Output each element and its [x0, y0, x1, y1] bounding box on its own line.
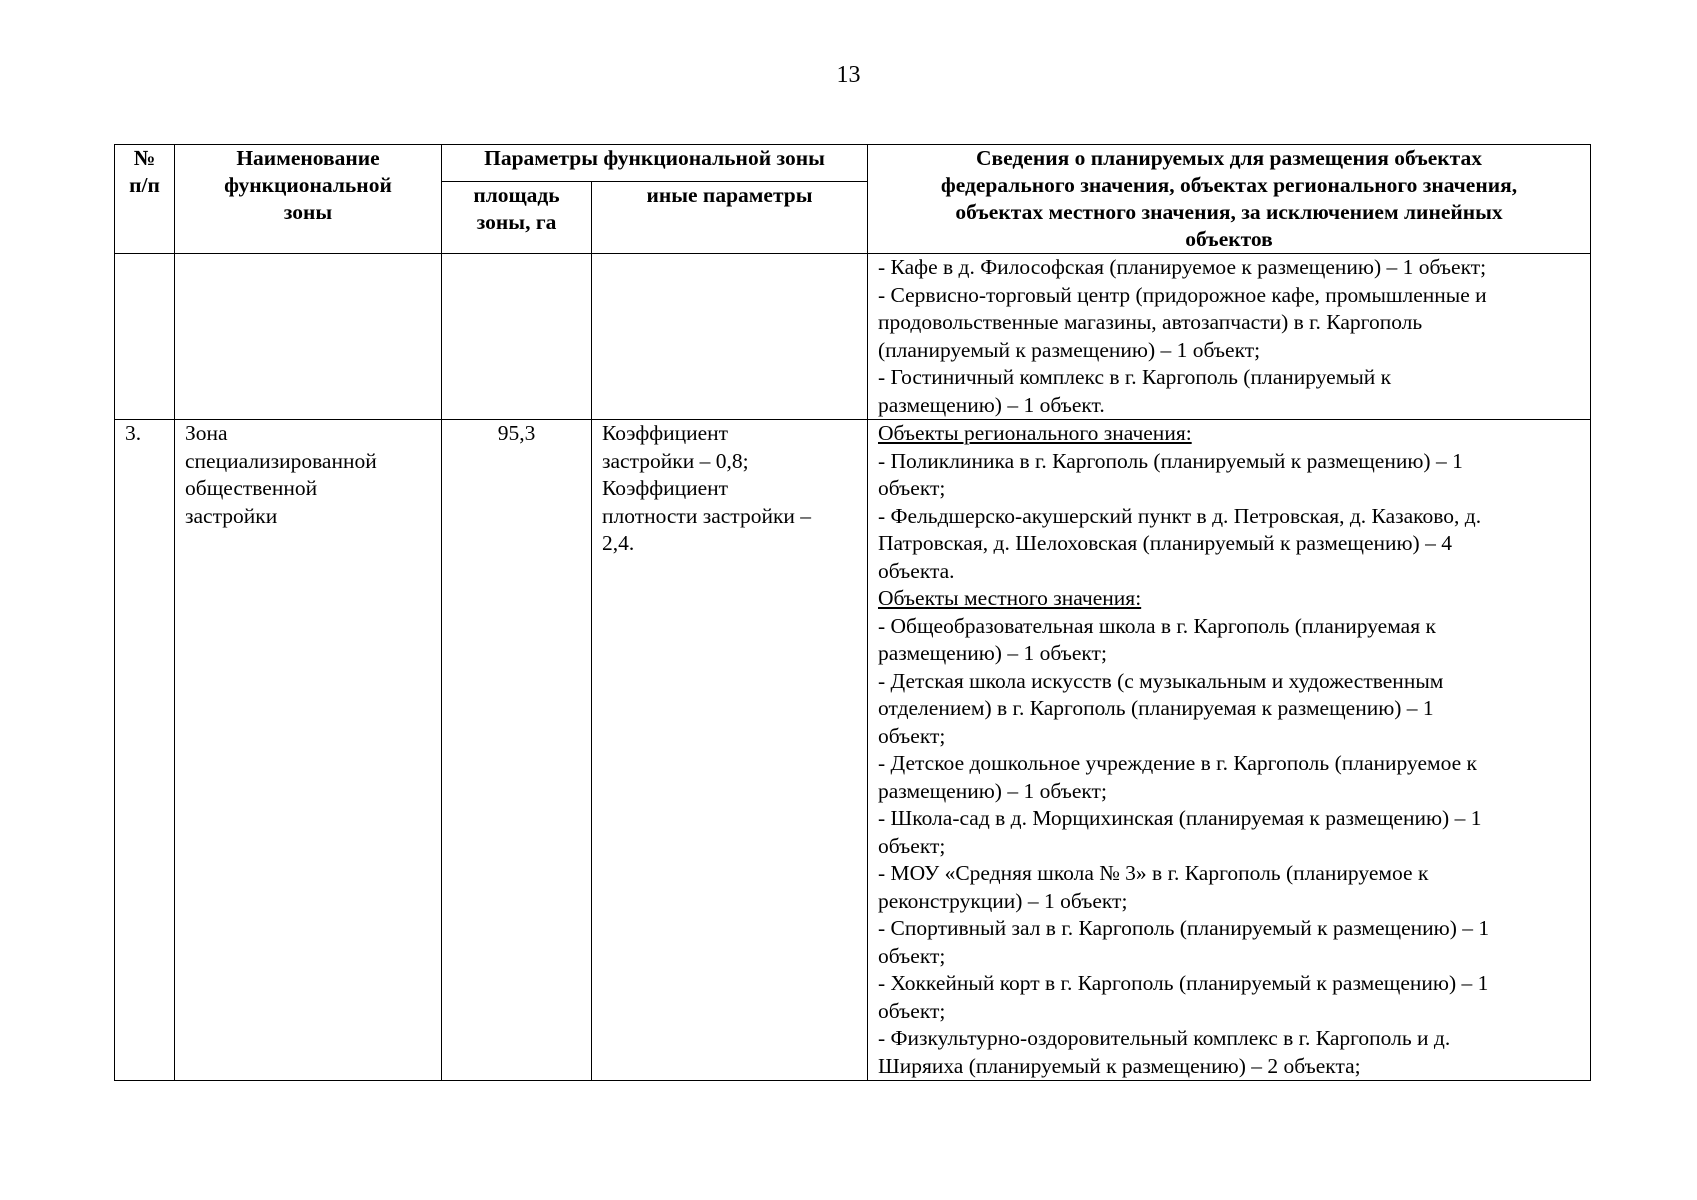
list-item: размещению) – 1 объект; — [878, 778, 1107, 803]
header-other-params: иные параметры — [592, 181, 868, 253]
list-item: объект; — [878, 476, 946, 500]
list-item: - Детское дошкольное учреждение в г. Каргополь (планируемое к — [878, 751, 1477, 775]
list-item: отделением) в г. Каргополь (планируемая к размещению) – 1 — [878, 696, 1434, 720]
page-number: 13 — [836, 62, 861, 88]
list-item: объект; — [878, 998, 946, 1023]
list-item: - Физкультурно-оздоровительный комплекс в г. Каргополь и д. — [878, 1026, 1451, 1050]
cell-other-empty — [592, 254, 868, 420]
header-area: площадь зоны, га — [442, 181, 592, 253]
list-item: объект; — [878, 833, 946, 858]
list-item: реконструкции) – 1 объект; — [878, 888, 1128, 913]
list-item: - Кафе в д. Философская (планируемое к размещению) – 1 объект; — [878, 255, 1487, 279]
cell-row-number: 3. — [115, 420, 175, 1081]
header-zone-name: Наименование функциональной зоны — [175, 145, 442, 254]
table-row-continuation — [115, 254, 1591, 420]
cell-num-empty — [115, 254, 175, 420]
functional-zones-table — [114, 144, 1591, 1081]
cell-area-empty — [442, 254, 592, 420]
list-item: - МОУ «Средняя школа № 3» в г. Каргополь (планируемое к — [878, 861, 1429, 885]
list-item: - Детская школа искусств (с музыкальным и художественным — [878, 668, 1444, 693]
list-item: размещению) – 1 объект. — [878, 392, 1105, 417]
list-item: продовольственные магазины, автозапчасти) в г. Каргополь — [878, 310, 1423, 334]
list-item: - Хоккейный корт в г. Каргополь (планируемый к размещению) – 1 — [878, 971, 1489, 995]
list-item: Ширяиха (планируемый к размещению) – 2 объекта; — [878, 1053, 1361, 1078]
list-item: объекта. — [878, 558, 955, 583]
header-params-group: Параметры функциональной зоны — [442, 145, 868, 182]
header-num: № п/п — [115, 145, 175, 254]
cell-objects-continuation — [868, 254, 1591, 420]
header-objects-info: Сведения о планируемых для размещения объектах федерального значения, объектах регионального значения, объектах местного значения, за исключением линейных объектов — [868, 145, 1591, 254]
cell-other-params: Коэффициент застройки – 0,8; Коэффициент плотности застройки – 2,4. — [592, 420, 868, 1081]
cell-zone-area: 95,3 — [442, 420, 592, 1081]
list-item: Патровская, д. Шелоховская (планируемый к размещению) – 4 — [878, 531, 1452, 555]
table-row-3 — [115, 420, 1591, 1081]
cell-zone-name: Зона специализированной общественной застройки — [175, 420, 442, 1081]
list-item: объект; — [878, 723, 946, 748]
list-item: - Фельдшерско-акушерский пункт в д. Петровская, д. Казаково, д. — [878, 503, 1482, 528]
list-item: - Спортивный зал в г. Каргополь (планируемый к размещению) – 1 — [878, 916, 1490, 940]
list-item: - Гостиничный комплекс в г. Каргополь (планируемый к — [878, 365, 1392, 389]
cell-objects-info — [868, 420, 1591, 1081]
list-item: - Поликлиника в г. Каргополь (планируемый к размещению) – 1 — [878, 448, 1463, 473]
header-row-1 — [115, 145, 1591, 182]
regional-objects-heading: Объекты регионального значения: — [878, 421, 1192, 445]
local-objects-heading: Объекты местного значения: — [878, 586, 1142, 610]
cell-name-empty — [175, 254, 442, 420]
list-item: объект; — [878, 943, 946, 968]
list-item: размещению) – 1 объект; — [878, 641, 1107, 665]
list-item: - Сервисно-торговый центр (придорожное кафе, промышленные и — [878, 282, 1487, 307]
list-item: (планируемый к размещению) – 1 объект; — [878, 337, 1261, 362]
list-item: - Общеобразовательная школа в г. Каргополь (планируемая к — [878, 613, 1436, 638]
list-item: - Школа-сад в д. Морщихинская (планируемая к размещению) – 1 — [878, 806, 1482, 830]
